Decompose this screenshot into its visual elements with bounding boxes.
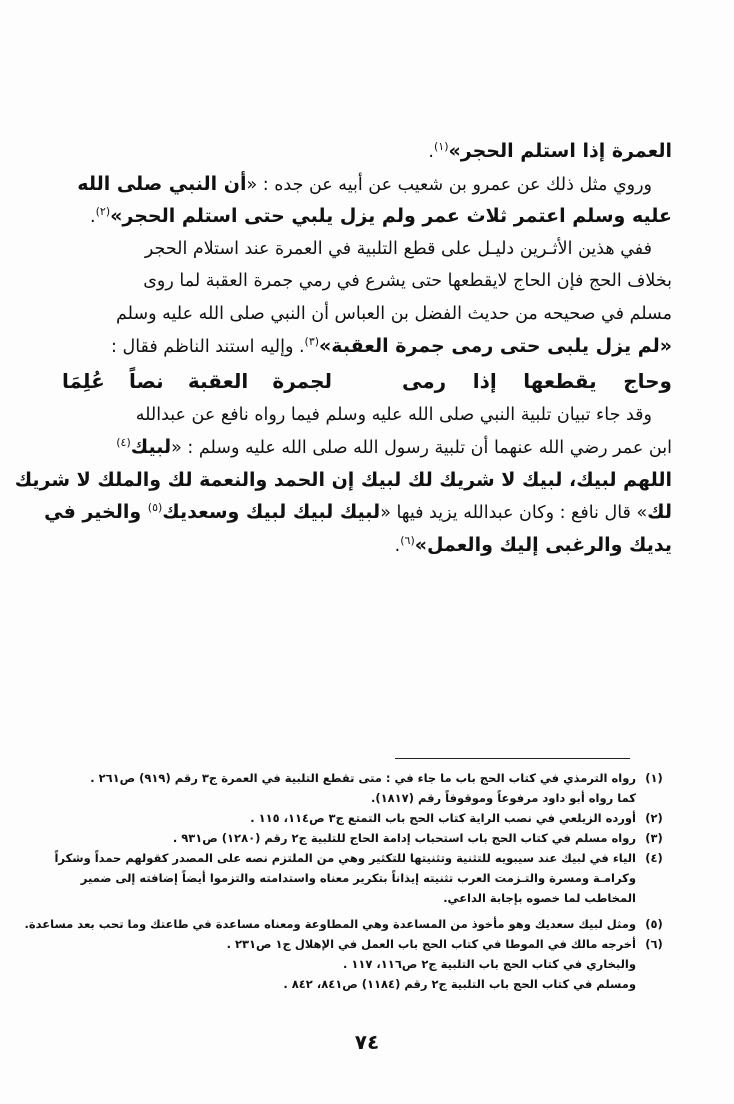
- footnote-text: وكرامـة ومسرة والتـزمت العرب تثنيته إيذاناً بتكرير معناه واستدامته والتزموا أيضاً إضافته إلى ضمير: [80, 871, 636, 885]
- punct: .: [394, 535, 401, 556]
- quote-text: «لم يزل يلبى حتى رمى جمرة العقبة»: [319, 335, 672, 357]
- text-line: [62, 529, 672, 562]
- text-line: [62, 168, 672, 201]
- footnote-text: أورده الزيلعي في نصب الراية كتاب الحج باب التمتع ج٣ ص١١٤، ١١٥ .: [250, 811, 636, 825]
- text-line: بخلاف الحج فإن الحاج لايقطعها حتى يشرع في رمي جمرة العقبة لما روى: [143, 271, 672, 291]
- quote-text: العمرة إذا استلم الحجر»: [448, 140, 672, 162]
- text-line: وقد جاء تبيان تلبية النبي صلى الله عليه وسلم فيما رواه نافع عن عبدالله: [135, 404, 652, 425]
- quote-text: والخير في: [44, 501, 148, 523]
- plain-text: ابن عمر رضي الله عنهما أن تلبية رسول الله صلى الله عليه وسلم : «: [171, 438, 672, 458]
- quote-text: لبيك: [130, 436, 172, 458]
- footnote-text: رواه مسلم في كتاب الحج باب استحباب إدامة الحاج للتلبية ج٢ رقم (١٢٨٠) ص٩٣١ .: [172, 831, 636, 845]
- footnote-text: ومسلم في كتاب الحج باب التلبية ج٢ رقم (١١٨٤) ص٨٤١، ٨٤٢ .: [283, 977, 636, 991]
- text-line: [62, 330, 672, 363]
- footnote-ref: (٣): [304, 335, 320, 349]
- footnote-ref: (١): [433, 140, 449, 154]
- footnote: [24, 914, 672, 934]
- footnote-number: (٦): [645, 937, 663, 951]
- footnote-separator: [395, 758, 630, 759]
- footnote-text: ومثل لبيك سعديك وهو مأخوذ من المساعدة وهي المطاوعة ومعناه مساعدة في طاعتك وما تحب بعد مساعدة.: [24, 917, 636, 931]
- verse-word: إذا: [472, 368, 497, 393]
- footnote-number: (٣): [645, 831, 663, 845]
- text-line: اللهم لبيك، لبيك لا شريك لك لبيك إن الحمد والنعمة لك والملك لا شريك: [14, 468, 672, 491]
- footnote: [62, 828, 672, 848]
- verse-word: عُلِمَا: [62, 368, 105, 393]
- verse-second-hemistich: [62, 363, 332, 399]
- footnote-text: الياء في لبيك عند سيبويه للتثنية وتثنيتها للتكثير وهي من الملتزم نصه على المصدر كقولهم حمداً وشكراً: [54, 851, 636, 865]
- footnote-text: كما رواه أبو داود مرفوعاً وموقوفاً رقم (١٨١٧).: [371, 791, 636, 805]
- text-line: مسلم في صحيحه من حديث الفضل بن العباس أن النبي صلى الله عليه وسلم: [116, 303, 672, 324]
- text-line: [62, 200, 672, 233]
- footnote-text: المخاطب لما خصوه بإجابة الداعي.: [443, 891, 636, 905]
- verse-word: وحاج: [623, 368, 672, 393]
- footnotes: [24, 768, 672, 994]
- footnote-text: أخرجه مالك في الموطا في كتاب الحج باب العمل في الإهلال ج١ ص٢٣١ .: [226, 937, 636, 951]
- verse-word: نصاً: [128, 368, 164, 393]
- quote-text: لبيك لبيك لبيك وسعديك: [162, 501, 381, 523]
- text-line: [44, 496, 672, 529]
- footnote-text: والبخاري في كتاب الحج باب التلبية ج٢ ص١١٦، ١١٧ .: [342, 957, 636, 971]
- plain-text: . وإليه استند الناظم فقال :: [111, 337, 305, 357]
- quote-text: لك: [647, 501, 672, 523]
- verse-word: رمى: [402, 368, 447, 393]
- page-number: ٧٤: [354, 1030, 380, 1054]
- footnote: [62, 808, 672, 828]
- footnote-ref: (٢): [95, 205, 111, 219]
- footnote-number: (٤): [645, 851, 663, 865]
- punct: .: [428, 142, 434, 162]
- verse-word: العقبة: [187, 368, 249, 393]
- main-text: [14, 135, 672, 561]
- footnote-number: (١): [645, 771, 663, 785]
- verse-word: لجمرة: [272, 368, 332, 393]
- plain-text: » قال نافع : وكان عبدالله يزيد فيها «: [380, 503, 648, 523]
- footnote-ref: (٦): [400, 533, 415, 547]
- footnote: [62, 768, 672, 788]
- footnote-number: (٢): [645, 811, 663, 825]
- quote-text: أن النبي صلى الله: [77, 172, 247, 195]
- verse-word: يقطعها: [523, 368, 597, 393]
- footnote: [62, 934, 672, 954]
- footnote-text: رواه الترمذي في كتاب الحج باب ما جاء في : متى تقطع التلبية في العمرة ج٣ رقم (٩١٩) ص٢٦١ .: [90, 771, 636, 785]
- footnote-ref: (٤): [116, 436, 131, 450]
- quote-text: عليه وسلم اعتمر ثلاث عمر ولم يزل يلبي حتى استلم الحجر»: [110, 205, 672, 227]
- footnote: [54, 848, 672, 868]
- text-line: [62, 135, 672, 168]
- poem-verse: [62, 363, 672, 399]
- footnote-number: (٥): [645, 917, 663, 931]
- footnote-ref: (٥): [147, 501, 163, 515]
- plain-text: وروي مثل ذلك عن عمرو بن شعيب عن أبيه عن جده : «: [246, 174, 652, 195]
- text-line: [62, 431, 672, 464]
- punct: .: [90, 207, 96, 227]
- quote-text: يديك والرغبى إليك والعمل»: [414, 533, 672, 556]
- text-line: ففي هذين الأثـرين دليـل على قطع التلبية في العمرة عند استلام الحجر: [144, 238, 652, 259]
- verse-first-hemistich: [402, 363, 672, 399]
